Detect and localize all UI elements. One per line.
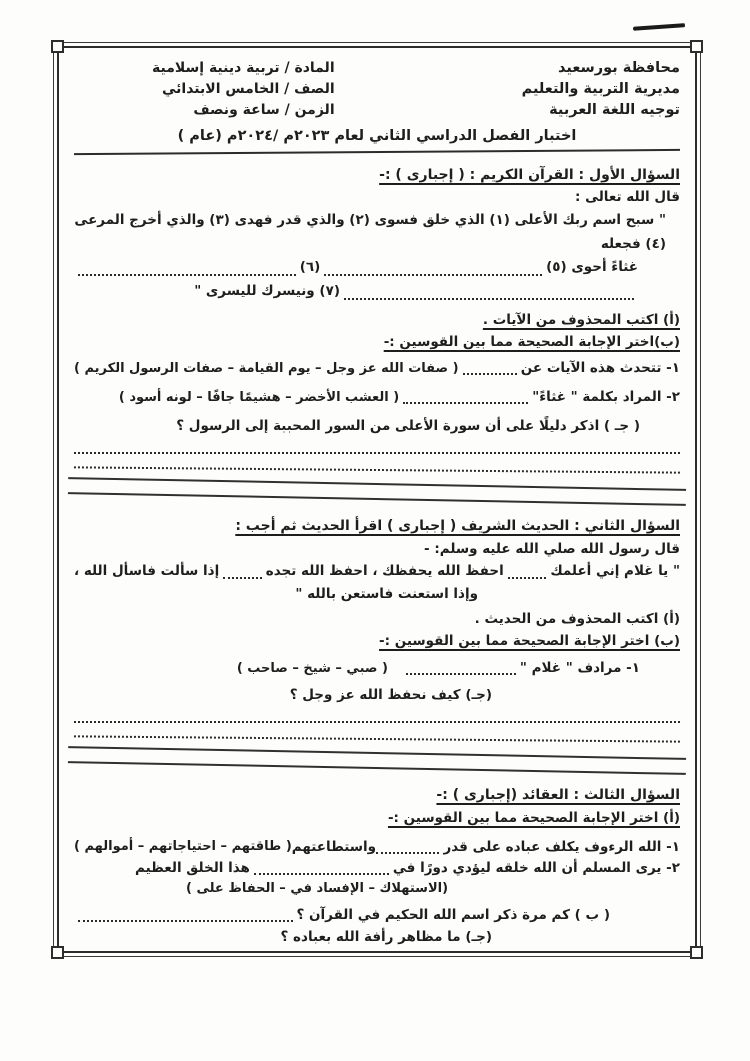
q3-header bbox=[74, 785, 680, 807]
answer-blank-dots bbox=[508, 572, 547, 579]
q3-item2-after: هذا الخلق العظيم bbox=[135, 859, 250, 876]
answer-blank-dots bbox=[78, 269, 296, 276]
q1-part-c: ( جـ ) اذكر دليلًا على أن سورة الأعلى من السور المحببة إلى الرسول ؟ bbox=[176, 418, 640, 435]
q2-hadith-line-2: وإذا استعنت فاستعن بالله " bbox=[295, 586, 478, 603]
q1-part-a: (أ) اكتب المحذوف من الآيات . bbox=[482, 311, 680, 328]
hadith-part-3: إذا سألت فاسأل الله ، bbox=[74, 562, 220, 579]
q2-item1-text: ١- مرادف " غلام " bbox=[519, 660, 640, 677]
q1-item-1 bbox=[74, 358, 680, 379]
q2-part-b: (ب) اختر الإجابة الصحيحة مما بين القوسين :- bbox=[379, 633, 680, 650]
q2-part-c: (جـ) كيف نحفظ الله عز وجل ؟ bbox=[289, 687, 492, 704]
answer-blank-dots bbox=[406, 668, 516, 675]
q1-verse3-text: (٧) ونيسرك لليسرى " bbox=[194, 283, 340, 299]
answer-blank-dots bbox=[403, 397, 528, 404]
q3-item1-after: واستطاعتهم bbox=[291, 838, 377, 855]
q1-verse-line-1: " سبح اسم ربك الأعلى (١) الذي خلق فسوى (٢) والذي قدر فهدى (٣) والذي أخرج المرعى (٤) فجعله bbox=[74, 212, 666, 252]
q1-header-text: السؤال الأول : القرآن الكريم : ( إجبارى ) :- bbox=[379, 166, 680, 183]
subject-line: المادة / تربية دينية إسلامية bbox=[152, 60, 335, 76]
exam-title: اختبار الفصل الدراسي الثاني لعام ٢٠٢٣م /٢٠٢٤م (عام ) bbox=[177, 128, 577, 145]
q1-item-2 bbox=[74, 387, 680, 408]
answer-lines bbox=[74, 950, 680, 951]
q3-item2-text: ٢- يرى المسلم أن الله خلقه ليؤدي دورًا في bbox=[392, 859, 680, 876]
answer-blank-dots bbox=[376, 847, 439, 854]
q3-item-2-options-row bbox=[74, 879, 680, 899]
hadith-part-2: احفظ الله يحفظك ، احفظ الله تجده bbox=[265, 562, 504, 579]
governorate-line: محافظة بورسعيد bbox=[558, 60, 680, 76]
q1-item2-options: ( العشب الأخضر – هشيمًا جافًا – لونه أسود ) bbox=[118, 390, 400, 406]
answer-lines bbox=[74, 457, 680, 474]
authority-block bbox=[522, 58, 680, 121]
q3-part-b bbox=[74, 905, 680, 926]
q3-item-2 bbox=[74, 858, 680, 879]
answer-blank-dots bbox=[344, 293, 634, 300]
grade-line: الصف / الخامس الابتدائي bbox=[162, 81, 335, 97]
answer-blank-dots bbox=[324, 269, 542, 276]
exam-content bbox=[59, 48, 695, 951]
q2-hadith-line-1 bbox=[74, 560, 680, 584]
q2-header-text: السؤال الثاني : الحديث الشريف ( إجبارى ) اقرأ الحديث ثم أجب : bbox=[235, 518, 680, 535]
q3-part-c: (جـ) ما مظاهر رأفة الله بعباده ؟ bbox=[280, 928, 492, 945]
pen-mark-annotation bbox=[633, 23, 685, 31]
hadith-part-1: " يا غلام إني أعلمك bbox=[550, 562, 680, 579]
q1-item2-text: ٢- المراد بكلمة " غثاءً" bbox=[532, 389, 680, 406]
subject-block bbox=[152, 58, 335, 121]
answer-blank-dots bbox=[223, 572, 262, 579]
answer-lines bbox=[74, 442, 680, 454]
directorate-line: مديرية التربية والتعليم bbox=[521, 81, 680, 98]
q1-verse-line-3 bbox=[74, 280, 680, 304]
q3-item-1 bbox=[74, 837, 680, 858]
q3-part-b-text: ( ب ) كم مرة ذكر اسم الله الحكيم في القرآن ؟ bbox=[296, 906, 610, 923]
q1-verse2-start: غثاءً أحوى (٥) bbox=[546, 259, 638, 276]
answer-lines bbox=[74, 711, 680, 723]
q1-item1-options: ( صفات الله عز وجل – يوم القيامة – صفات الرسول الكريم ) bbox=[74, 361, 459, 377]
q2-part-a: (أ) اكتب المحذوف من الحديث . bbox=[474, 611, 680, 628]
q3-item2-options: (الاستهلاك – الإفساد في – الحفاظ على ) bbox=[186, 880, 449, 896]
q2-header bbox=[74, 516, 680, 538]
answer-blank-dots bbox=[78, 915, 293, 922]
section-divider bbox=[68, 746, 686, 775]
title-underline bbox=[74, 148, 680, 154]
q2-intro: قال رسول الله صلي الله عليه وسلم: - bbox=[424, 540, 680, 557]
q3-item1-options: ( طاقتهم – احتياجاتهم – أموالهم ) bbox=[74, 839, 292, 855]
q2-item-1 bbox=[74, 658, 680, 679]
answer-blank-dots bbox=[463, 368, 517, 375]
exam-frame bbox=[57, 46, 697, 953]
answer-lines bbox=[74, 725, 680, 742]
q1-header bbox=[74, 165, 680, 187]
q1-verse2-number: (٦) bbox=[299, 259, 321, 276]
q3-header-text: السؤال الثالث : العقائد (إجبارى ) :- bbox=[436, 787, 680, 804]
q1-verse-line-2 bbox=[74, 256, 680, 280]
answer-blank-dots bbox=[254, 868, 389, 875]
q1-part-b: (ب)اختر الإجابة الصحيحة مما بين القوسين :- bbox=[383, 333, 680, 350]
time-line: الزمن / ساعة ونصف bbox=[193, 102, 335, 118]
q1-intro: قال الله تعالى : bbox=[574, 189, 680, 206]
section-divider bbox=[68, 477, 686, 506]
supervision-line: توجيه اللغة العربية bbox=[549, 102, 680, 119]
q3-item1-text: ١- الله الرءوف يكلف عباده على قدر bbox=[443, 838, 680, 855]
q3-part-a: (أ) اختر الإجابة الصحيحة مما بين القوسين :- bbox=[387, 809, 680, 826]
q1-item1-text: ١- تتحدث هذه الآيات عن bbox=[520, 360, 680, 377]
exam-header bbox=[74, 58, 680, 121]
q2-item1-options: ( صبي – شيخ – صاحب ) bbox=[236, 661, 388, 677]
